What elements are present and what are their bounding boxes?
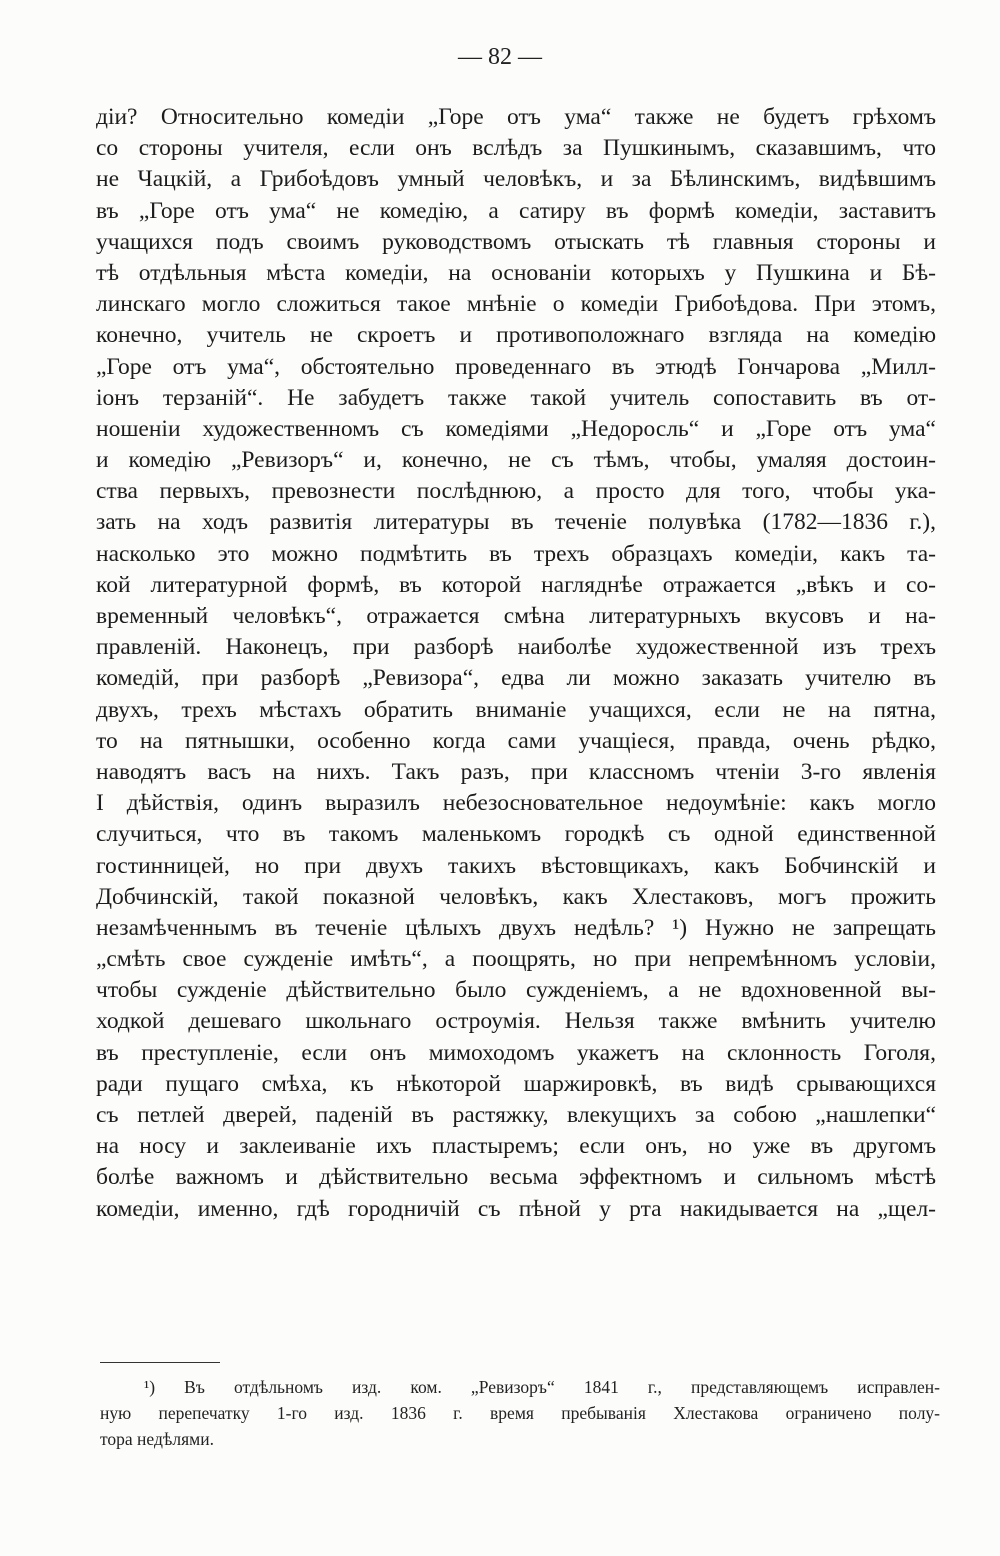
- text-line: кой литературной формѣ, въ которой нагляднѣе отражается „вѣкъ и со-: [96, 571, 936, 598]
- text-line: временный человѣкъ“, отражается смѣна литературныхъ вкусовъ и на-: [96, 603, 936, 629]
- text-line: учащихся подъ своимъ руководствомъ отыскать тѣ главныя стороны и: [96, 228, 936, 255]
- footnote-line: ную перепечатку 1-го изд. 1836 г. время пребыванія Хлестакова ограничено полу-: [100, 1403, 940, 1423]
- text-line: „смѣть свое сужденіе имѣть“, а поощрять, но при непремѣнномъ условіи,: [96, 946, 936, 973]
- text-line: и комедію „Ревизоръ“ и, конечно, не съ тѣмъ, чтобы, умаляя достоин-: [96, 447, 936, 474]
- text-line: двухъ, трехъ мѣстахъ обратить вниманіе учащихся, если не на пятна,: [96, 696, 936, 723]
- text-line: тѣ отдѣльныя мѣста комедіи, на основаніи которыхъ у Пушкина и Бѣ-: [96, 259, 936, 286]
- text-line: комедіи, именно, гдѣ городничій съ пѣной у рта накидывается на „щел-: [96, 1195, 936, 1222]
- text-line: въ „Горе отъ ума“ не комедію, а сатиру въ формѣ комедіи, заставитъ: [96, 197, 936, 224]
- text-line: насколько это можно подмѣтить въ трехъ образцахъ комедіи, какъ та-: [96, 540, 936, 567]
- footnote-divider: [100, 1362, 220, 1363]
- text-line: конечно, учитель не скроетъ и противоположнаго взгляда на комедію: [96, 322, 936, 349]
- text-line: ходкой дешеваго школьнаго остроумія. Нельзя также вмѣнить учителю: [96, 1008, 936, 1035]
- text-line: наводятъ васъ на нихъ. Такъ разъ, при классномъ чтеніи 3-го явленія: [96, 758, 936, 785]
- text-line: незамѣченнымъ въ теченіе цѣлыхъ двухъ недѣль? ¹) Нужно не запрещать: [96, 914, 936, 941]
- footnote: [100, 1374, 940, 1452]
- text-line: зать на ходъ развитія литературы въ теченіе полувѣка (1782—1836 г.),: [96, 509, 936, 536]
- text-line: ради пущаго смѣха, къ нѣкоторой шаржировкѣ, въ видѣ срывающихся: [96, 1070, 936, 1097]
- text-line: Добчинскій, такой показной человѣкъ, какъ Хлестаковъ, могъ прожить: [96, 883, 936, 910]
- text-line: случиться, что въ такомъ маленькомъ городкѣ съ одной единственной: [96, 821, 936, 848]
- text-line: чтобы сужденіе дѣйствительно было сужденіемъ, а не вдохновенной вы-: [96, 977, 936, 1004]
- text-line: на носу и заклеиваніе ихъ пластыремъ; если онъ, но уже въ другомъ: [96, 1133, 936, 1160]
- text-line: I дѣйствія, одинъ выразилъ небезосновательное недоумѣніе: какъ могло: [96, 790, 936, 817]
- text-line: гостинницей, но при двухъ такихъ вѣстовщикахъ, какъ Бобчинскій и: [96, 852, 936, 879]
- text-line: ношеніи художественномъ съ комедіями „Недоросль“ и „Горе отъ ума“: [96, 415, 936, 442]
- footnote-line: тора недѣлями.: [100, 1429, 214, 1449]
- text-line: комедій, при разборѣ „Ревизора“, едва ли можно заказать учителю въ: [96, 665, 936, 692]
- text-line: „Горе отъ ума“, обстоятельно проведеннаго въ этюдѣ Гончарова „Милл-: [96, 353, 936, 380]
- text-line: правленій. Наконецъ, при разборѣ наиболѣе художественной изъ трехъ: [96, 634, 936, 661]
- text-line: съ петлей дверей, паденій въ растяжку, влекущихъ за собою „нашлепки“: [96, 1102, 936, 1128]
- text-line: не Чацкій, а Грибоѣдовъ умный человѣкъ, и за Бѣлинскимъ, видѣвшимъ: [96, 166, 936, 193]
- text-line: со стороны учителя, если онъ вслѣдъ за Пушкинымъ, сказавшимъ, что: [96, 135, 936, 162]
- text-line: линскаго могло сложиться такое мнѣніе о комедіи Грибоѣдова. При этомъ,: [96, 291, 936, 318]
- text-line: то на пятнышки, особенно когда сами учащіеся, правда, очень рѣдко,: [96, 727, 936, 754]
- text-line: болѣе важномъ и дѣйствительно весьма эффектномъ и сильномъ мѣстѣ: [96, 1164, 936, 1191]
- footnote-line: ¹) Въ отдѣльномъ изд. ком. „Ревизоръ“ 1841 г., представляющемъ исправлен-: [144, 1377, 940, 1397]
- page-number: — 82 —: [458, 44, 542, 70]
- main-text: [96, 102, 936, 1225]
- text-line: въ преступленіе, если онъ мимоходомъ укажетъ на склонность Гоголя,: [96, 1039, 936, 1066]
- text-line: іонъ терзаній“. Не забудетъ также такой учитель сопоставить въ от-: [96, 384, 936, 411]
- text-line: діи? Относительно комедіи „Горе отъ ума“ также не будетъ грѣхомъ: [96, 104, 936, 130]
- text-line: ства первыхъ, превознести послѣднюю, а просто для того, чтобы ука-: [96, 478, 936, 505]
